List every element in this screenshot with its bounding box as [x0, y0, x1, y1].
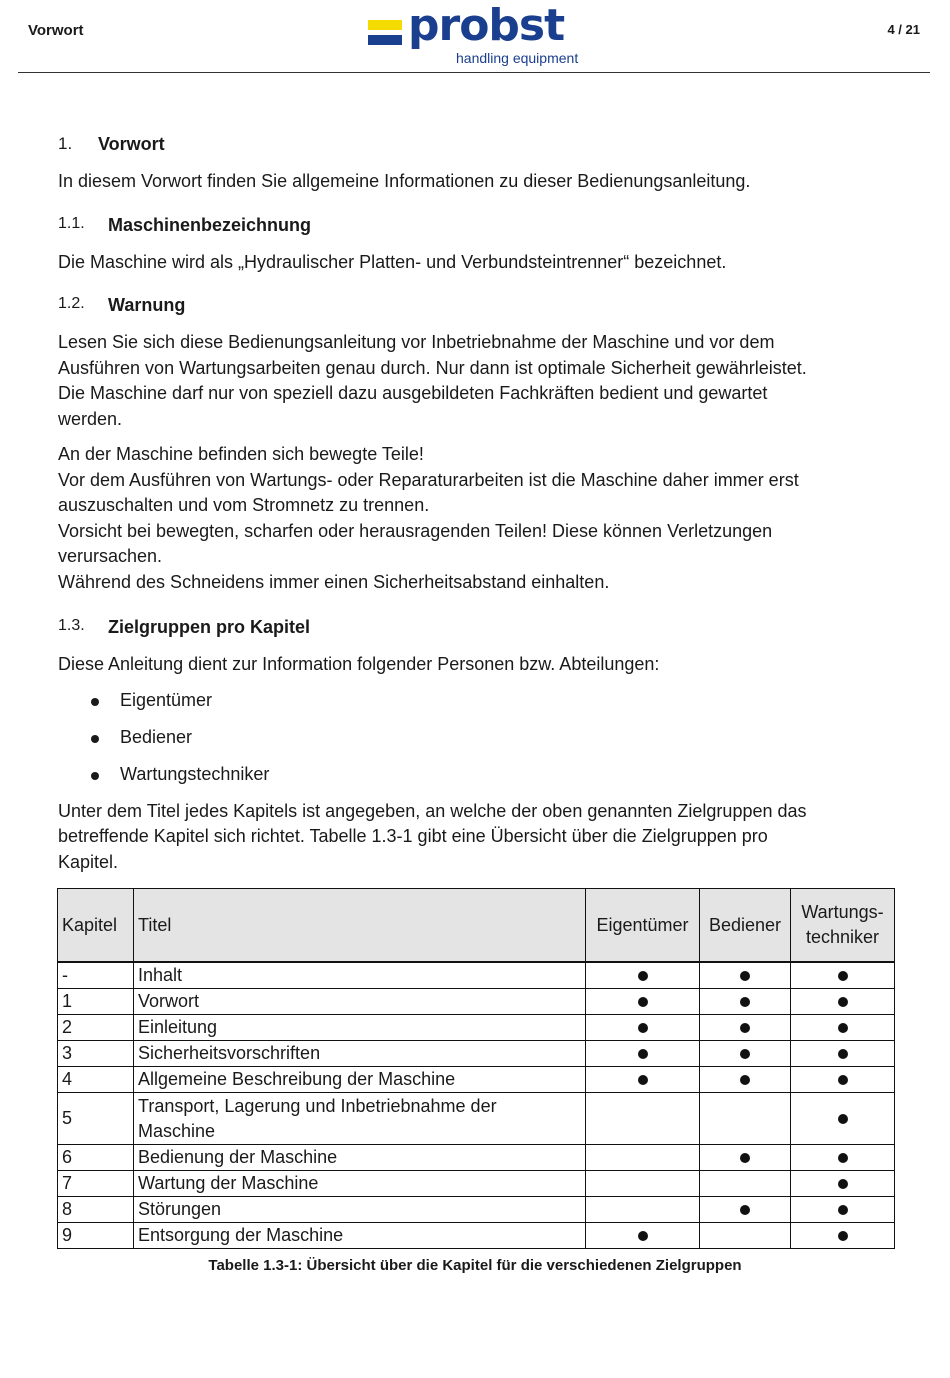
section1-text: In diesem Vorwort finden Sie allgemeine Informationen zu dieser Bedienungsanleitung. [58, 171, 751, 191]
table-row [58, 1015, 895, 1041]
bullet-icon [91, 772, 99, 780]
cell-eigentuemer [586, 989, 700, 1015]
warning-paragraph-2: An der Maschine befinden sich bewegte Teile! Vor dem Ausführen von Wartungs- oder Reparaturarbeiten ist die Maschine daher immer erst auszuschalten und vom Stromnetz zu trennen. Vorsicht bei bewegten, scharfen oder herausragenden Teilen! Diese können Verletzungen verursachen. Während des Schneidens immer einen Sicherheitsabstand einhalten. [58, 444, 799, 592]
cell-bediener [700, 1197, 791, 1223]
filled-dot-icon [838, 1205, 848, 1215]
document-body [58, 134, 898, 875]
table-row [58, 1171, 895, 1197]
heading-1-2-title: Warnung [108, 295, 186, 315]
cell-techniker [791, 1041, 895, 1067]
cell-bediener [700, 1093, 791, 1145]
cell-techniker [791, 989, 895, 1015]
cell-titel: Sicherheitsvorschriften [134, 1041, 586, 1067]
cell-titel: Allgemeine Beschreibung der Maschine [134, 1067, 586, 1093]
cell-techniker [791, 1093, 895, 1145]
cell-eigentuemer [586, 1067, 700, 1093]
table-row [58, 1067, 895, 1093]
cell-eigentuemer [586, 1041, 700, 1067]
col-header-bediener: Bediener [700, 889, 791, 963]
cell-bediener [700, 1171, 791, 1197]
cell-techniker [791, 1067, 895, 1093]
filled-dot-icon [838, 1075, 848, 1085]
cell-kapitel: 5 [58, 1093, 134, 1145]
filled-dot-icon [838, 997, 848, 1007]
cell-titel: Einleitung [134, 1015, 586, 1041]
logo-bars-icon [368, 20, 402, 46]
cell-titel: Störungen [134, 1197, 586, 1223]
cell-kapitel: 1 [58, 989, 134, 1015]
filled-dot-icon [638, 997, 648, 1007]
col-header-techniker: Wartungs- techniker [791, 889, 895, 963]
cell-kapitel: 9 [58, 1223, 134, 1249]
cell-titel: Wartung der Maschine [134, 1171, 586, 1197]
filled-dot-icon [838, 1114, 848, 1124]
warning-paragraph-1: Lesen Sie sich diese Bedienungsanleitung vor Inbetriebnahme der Maschine und vor dem Ausführen von Wartungsarbeiten genau durch. Nur dann ist optimale Sicherheit gewährleistet. Die Maschine darf nur von speziell dazu ausgebildeten Fachkräften bedient und gewartet werden. [58, 332, 807, 429]
cell-titel: Inhalt [134, 962, 586, 989]
heading-1-1-title: Maschinenbezeichnung [108, 214, 312, 235]
cell-techniker [791, 1197, 895, 1223]
filled-dot-icon [638, 971, 648, 981]
col-header-eigentuemer: Eigentümer [586, 889, 700, 963]
filled-dot-icon [838, 1023, 848, 1033]
filled-dot-icon [740, 971, 750, 981]
cell-eigentuemer [586, 1171, 700, 1197]
filled-dot-icon [740, 1075, 750, 1085]
cell-kapitel: 8 [58, 1197, 134, 1223]
cell-kapitel: 4 [58, 1067, 134, 1093]
cell-bediener [700, 1015, 791, 1041]
probst-logo [368, 0, 598, 68]
cell-techniker [791, 1223, 895, 1249]
col-header-titel: Titel [134, 889, 586, 963]
filled-dot-icon [638, 1075, 648, 1085]
cell-techniker [791, 1171, 895, 1197]
table-row [58, 962, 895, 989]
page-header [18, 0, 930, 73]
heading-1-3-number: 1.3. [58, 617, 85, 634]
cell-techniker [791, 962, 895, 989]
filled-dot-icon [740, 1153, 750, 1163]
bullet-icon [91, 735, 99, 743]
cell-bediener [700, 1223, 791, 1249]
filled-dot-icon [638, 1023, 648, 1033]
cell-kapitel: 6 [58, 1145, 134, 1171]
filled-dot-icon [838, 1179, 848, 1189]
list-item: Eigentümer [58, 688, 898, 725]
filled-dot-icon [740, 1205, 750, 1215]
cell-eigentuemer [586, 1093, 700, 1145]
table-row [58, 1145, 895, 1171]
table-row [58, 1197, 895, 1223]
cell-titel: Entsorgung der Maschine [134, 1223, 586, 1249]
table-caption: Tabelle 1.3-1: Übersicht über die Kapitel für die verschiedenen Zielgruppen [208, 1257, 742, 1274]
cell-kapitel: - [58, 962, 134, 989]
table-row [58, 1041, 895, 1067]
heading-1-title: Vorwort [98, 134, 165, 154]
cell-eigentuemer [586, 1223, 700, 1249]
filled-dot-icon [638, 1049, 648, 1059]
list-item: Wartungstechniker [58, 762, 898, 799]
cell-bediener [700, 1145, 791, 1171]
col-header-kapitel: Kapitel [58, 889, 134, 963]
heading-1 [58, 134, 898, 160]
filled-dot-icon [740, 1049, 750, 1059]
heading-1-2-number: 1.2. [58, 295, 85, 312]
page-number: 4 / 21 [887, 22, 920, 37]
filled-dot-icon [838, 1153, 848, 1163]
cell-titel: Bedienung der Maschine [134, 1145, 586, 1171]
filled-dot-icon [638, 1231, 648, 1241]
table-row [58, 1093, 895, 1145]
cell-eigentuemer [586, 962, 700, 989]
cell-eigentuemer [586, 1197, 700, 1223]
filled-dot-icon [838, 971, 848, 981]
section13-intro: Diese Anleitung dient zur Information folgender Personen bzw. Abteilungen: [58, 654, 660, 674]
cell-kapitel: 3 [58, 1041, 134, 1067]
cell-titel: Transport, Lagerung und Inbetriebnahme der Maschine [134, 1093, 586, 1145]
cell-eigentuemer [586, 1145, 700, 1171]
heading-1-1-number: 1.1. [58, 214, 85, 232]
cell-bediener [700, 989, 791, 1015]
target-group-list [58, 688, 898, 799]
cell-kapitel: 7 [58, 1171, 134, 1197]
heading-1-3 [58, 617, 898, 643]
filled-dot-icon [740, 997, 750, 1007]
logo-subtitle: handling equipment [456, 50, 579, 66]
heading-1-number: 1. [58, 134, 73, 153]
filled-dot-icon [740, 1023, 750, 1033]
heading-1-2 [58, 295, 898, 321]
list-item: Bediener [58, 725, 898, 762]
bullet-icon [91, 698, 99, 706]
filled-dot-icon [838, 1231, 848, 1241]
cell-titel: Vorwort [134, 989, 586, 1015]
heading-1-3-title: Zielgruppen pro Kapitel [108, 617, 311, 637]
table-body [58, 962, 895, 1249]
logo-word: probst [408, 0, 565, 51]
cell-techniker [791, 1145, 895, 1171]
table-row [58, 1223, 895, 1249]
section11-text: Die Maschine wird als „Hydraulischer Platten- und Verbundsteintrenner“ bezeichnet. [58, 251, 727, 272]
table-row [58, 989, 895, 1015]
table-header-row [58, 889, 895, 963]
filled-dot-icon [838, 1049, 848, 1059]
cell-bediener [700, 1041, 791, 1067]
cell-bediener [700, 1067, 791, 1093]
cell-bediener [700, 962, 791, 989]
cell-techniker [791, 1015, 895, 1041]
header-section-title: Vorwort [28, 22, 84, 39]
cell-kapitel: 2 [58, 1015, 134, 1041]
heading-1-1 [58, 215, 898, 241]
target-group-table [57, 888, 895, 1249]
section13-outro: Unter dem Titel jedes Kapitels ist angegeben, an welche der oben genannten Zielgruppen das betreffende Kapitel sich richtet. Tabelle 1.3-1 gibt eine Übersicht über die Zielgruppen pro Kapitel. [58, 800, 807, 872]
cell-eigentuemer [586, 1015, 700, 1041]
